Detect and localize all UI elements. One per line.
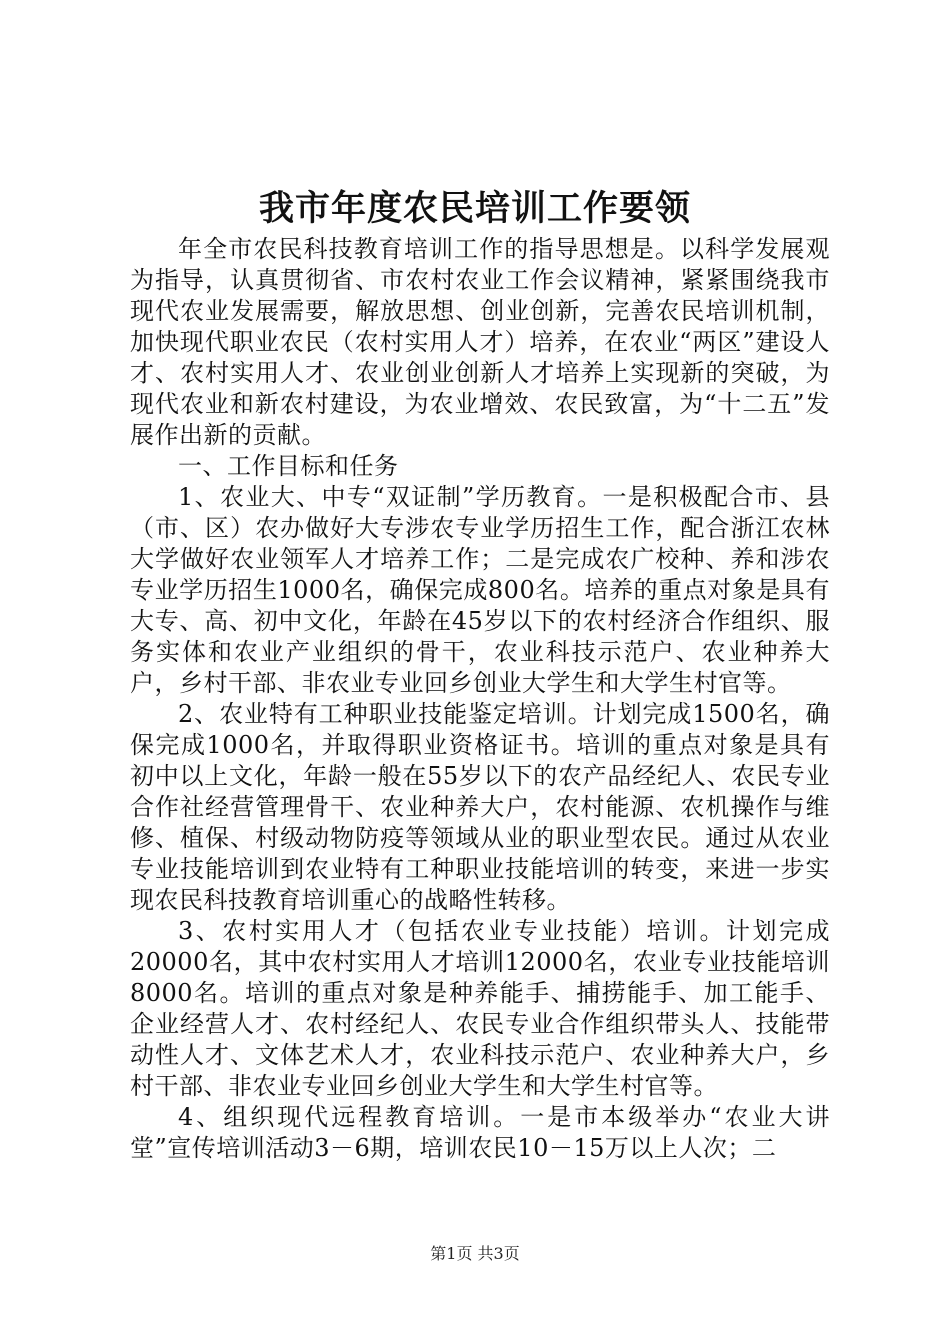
section-heading-goals: 一、工作目标和任务: [178, 452, 399, 480]
paragraph-item-3: 3、农村实用人才（包括农业专业技能）培训。计划完成20000名，其中农村实用人才培训12000名，农业专业技能培训8000名。培训的重点对象是种养能手、捕捞能手、加工能手、企业经营人才、农村经纪人、农民专业合作组织带头人、技能带动性人才、文体艺术人才，农业科技示范户、农业种养大户，乡村干部、非农业专业回乡创业大学生和大学生村官等。: [130, 917, 830, 1100]
paragraph-item-4: 4、组织现代远程教育培训。一是市本级举办“农业大讲堂”宣传培训活动3－6期，培训农民10－15万以上人次；二: [130, 1103, 830, 1162]
paragraph-item-1: 1、农业大、中专“双证制”学历教育。一是积极配合市、县（市、区）农办做好大专涉农专业学历招生工作，配合浙江农林大学做好农业领军人才培养工作；二是完成农广校种、养和涉农专业学历招生1000名，确保完成800名。培养的重点对象是具有大专、高、初中文化，年龄在45岁以下的农村经济合作组织、服务实体和农业产业组织的骨干，农业科技示范户、农业种养大户，乡村干部、非农业专业回乡创业大学生和大学生村官等。: [130, 483, 830, 697]
paragraph-guiding-thought: 年全市农民科技教育培训工作的指导思想是。以科学发展观为指导，认真贯彻省、市农村农业工作会议精神，紧紧围绕我市现代农业发展需要，解放思想、创业创新，完善农民培训机制，加快现代职业农民（农村实用人才）培养，在农业“两区”建设人才、农村实用人才、农业创业创新人才培养上实现新的突破，为现代农业和新农村建设，为农业增效、农民致富，为“十二五”发展作出新的贡献。: [130, 235, 830, 449]
page-number-footer: 第1页 共3页: [430, 1244, 520, 1263]
paragraph-item-2: 2、农业特有工种职业技能鉴定培训。计划完成1500名，确保完成1000名，并取得职业资格证书。培训的重点对象是具有初中以上文化，年龄一般在55岁以下的农产品经纪人、农民专业合作社经营管理骨干、农业种养大户，农村能源、农机操作与维修、植保、村级动物防疫等领域从业的职业型农民。通过从农业专业技能培训到农业特有工种职业技能培训的转变，来进一步实现农民科技教育培训重心的战略性转移。: [130, 700, 830, 914]
document-title: 我市年度农民培训工作要领: [258, 188, 691, 229]
document-body: [130, 234, 830, 1164]
